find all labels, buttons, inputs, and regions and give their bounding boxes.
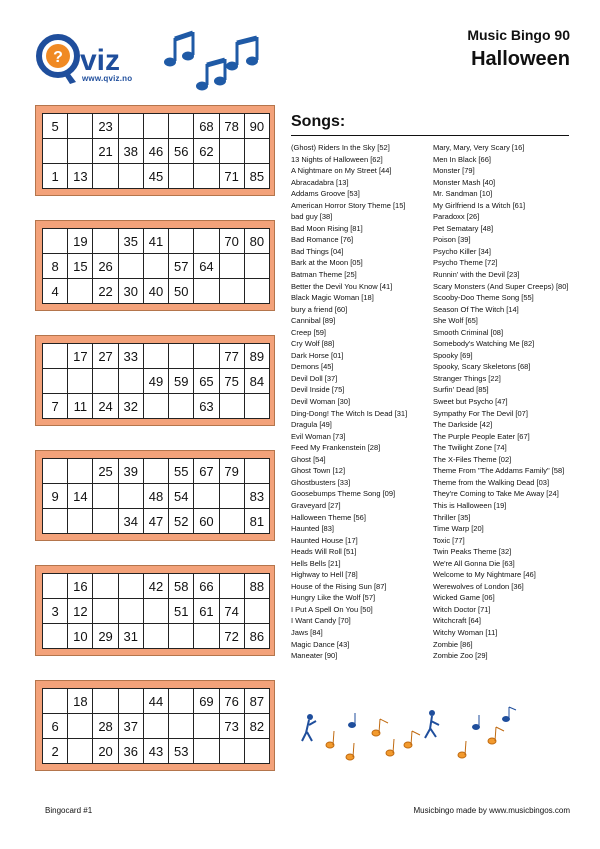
bingo-cell xyxy=(68,739,93,764)
bingo-cell: 70 xyxy=(219,229,244,254)
song-item: Paradoxx [26] xyxy=(433,212,480,222)
song-item: Evil Woman [73] xyxy=(291,431,346,441)
bingo-cell xyxy=(118,599,143,624)
bingo-cell xyxy=(93,229,118,254)
song-item: Cry Wolf [88] xyxy=(291,339,335,349)
bingo-cell xyxy=(219,739,244,764)
music-notes-icon xyxy=(160,28,270,98)
bingo-cell xyxy=(68,369,93,394)
bingo-cell xyxy=(244,139,269,164)
song-item: Graveyard [27] xyxy=(291,500,341,510)
song-item: Toxic [77] xyxy=(433,535,465,545)
bingo-cell: 36 xyxy=(118,739,143,764)
bingo-row xyxy=(43,279,270,304)
song-item: Welcome to My Nightmare [46] xyxy=(433,570,536,580)
bingo-cell: 82 xyxy=(244,714,269,739)
bingo-cell: 31 xyxy=(118,624,143,649)
bingo-cell: 79 xyxy=(219,459,244,484)
bingo-cell: 28 xyxy=(93,714,118,739)
song-item: Ghostbusters [33] xyxy=(291,477,351,487)
bingo-cell: 33 xyxy=(118,344,143,369)
song-item: Devil Woman [30] xyxy=(291,397,351,407)
song-item: Theme from the Walking Dead [03] xyxy=(433,477,550,487)
logo-url: www.qviz.no xyxy=(82,74,133,83)
song-item: Zombie Zoo [29] xyxy=(433,651,488,661)
song-item: Ghost [54] xyxy=(291,454,326,464)
qviz-logo-graphic xyxy=(36,30,146,98)
bingo-cell: 59 xyxy=(169,369,194,394)
song-item: Poison [39] xyxy=(433,235,471,245)
bingo-cell: 20 xyxy=(93,739,118,764)
bingo-cell xyxy=(118,574,143,599)
song-item: Ding-Dong! The Witch Is Dead [31] xyxy=(291,408,408,418)
bingo-card xyxy=(35,220,275,311)
song-item: Haunted [83] xyxy=(291,524,334,534)
bingo-cell: 45 xyxy=(143,164,168,189)
bingo-cell xyxy=(43,689,68,714)
song-item: Bad Romance [76] xyxy=(291,235,354,245)
bingo-cell: 21 xyxy=(93,139,118,164)
bingo-cell xyxy=(194,229,219,254)
bingo-cell xyxy=(194,624,219,649)
bingo-cell xyxy=(244,254,269,279)
bingo-cell: 61 xyxy=(194,599,219,624)
bingo-row xyxy=(43,164,270,189)
bingo-cell: 88 xyxy=(244,574,269,599)
song-item: Devil Inside [75] xyxy=(291,385,345,395)
song-item: 13 Nights of Halloween [62] xyxy=(291,154,383,164)
song-item: Zombie [86] xyxy=(433,639,473,649)
bingo-cell xyxy=(68,279,93,304)
bingo-cell xyxy=(68,114,93,139)
bingo-cell xyxy=(118,689,143,714)
bingo-cell xyxy=(219,254,244,279)
song-item: Season Of The Witch [14] xyxy=(433,304,519,314)
bingo-cell xyxy=(169,344,194,369)
bingo-cell xyxy=(118,484,143,509)
bingo-cell xyxy=(118,164,143,189)
bingo-cell: 10 xyxy=(68,624,93,649)
bingo-cell xyxy=(194,739,219,764)
bingo-cell: 60 xyxy=(194,509,219,534)
bingo-cell xyxy=(118,369,143,394)
bingo-cell: 40 xyxy=(143,279,168,304)
bingo-card xyxy=(35,335,275,426)
bingo-row xyxy=(43,459,270,484)
bingo-cell: 90 xyxy=(244,114,269,139)
bingo-cell: 19 xyxy=(68,229,93,254)
bingo-cell: 53 xyxy=(169,739,194,764)
bingo-cell: 86 xyxy=(244,624,269,649)
bingo-cell xyxy=(194,279,219,304)
bingo-cell xyxy=(93,369,118,394)
bingo-cell xyxy=(169,164,194,189)
bingo-cell: 47 xyxy=(143,509,168,534)
bingo-cell xyxy=(93,509,118,534)
song-item: Time Warp [20] xyxy=(433,524,484,534)
song-item: Runnin' with the Devil [23] xyxy=(433,270,520,280)
song-item: Spooky, Scary Skeletons [68] xyxy=(433,362,531,372)
song-item: Scooby-Doo Theme Song [55] xyxy=(433,293,534,303)
bingo-cell: 7 xyxy=(43,394,68,419)
bingo-cell: 71 xyxy=(219,164,244,189)
song-item: Creep [59] xyxy=(291,327,327,337)
bingo-cell: 34 xyxy=(118,509,143,534)
credit-text: Musicbingo made by www.musicbingos.com xyxy=(413,806,570,815)
bingo-cell: 5 xyxy=(43,114,68,139)
bingo-cell xyxy=(244,459,269,484)
bingo-cell xyxy=(43,574,68,599)
song-item: Stranger Things [22] xyxy=(433,373,501,383)
bingo-cell: 1 xyxy=(43,164,68,189)
song-item: I Put A Spell On You [50] xyxy=(291,604,373,614)
song-item: Goosebumps Theme Song [09] xyxy=(291,489,396,499)
bingo-cell xyxy=(43,139,68,164)
bingo-cell: 51 xyxy=(169,599,194,624)
song-item: bad guy [38] xyxy=(291,212,333,222)
bingo-cell xyxy=(244,394,269,419)
song-item: Hells Bells [21] xyxy=(291,558,341,568)
bingo-row xyxy=(43,714,270,739)
song-item: The X-Files Theme [02] xyxy=(433,454,512,464)
song-item: Highway to Hell [78] xyxy=(291,570,358,580)
song-item: Magic Dance [43] xyxy=(291,639,350,649)
bingo-cell xyxy=(219,279,244,304)
bingo-cell xyxy=(219,394,244,419)
bingo-cell xyxy=(43,229,68,254)
bingo-cell: 30 xyxy=(118,279,143,304)
bingo-cell: 13 xyxy=(68,164,93,189)
bingo-cell: 42 xyxy=(143,574,168,599)
song-item: They're Coming to Take Me Away [24] xyxy=(433,489,559,499)
bingo-cell xyxy=(68,459,93,484)
bingo-cell: 84 xyxy=(244,369,269,394)
bingo-cell xyxy=(194,484,219,509)
song-item: Witchy Woman [11] xyxy=(433,627,498,637)
bingo-cell xyxy=(169,229,194,254)
bingo-cell: 54 xyxy=(169,484,194,509)
bingo-cell: 25 xyxy=(93,459,118,484)
song-item: Wicked Game [06] xyxy=(433,593,495,603)
bingo-cell: 65 xyxy=(194,369,219,394)
bingo-cell: 9 xyxy=(43,484,68,509)
song-item: House of the Rising Sun [87] xyxy=(291,581,387,591)
bingo-cell xyxy=(143,599,168,624)
bingo-row xyxy=(43,229,270,254)
bingo-cell: 6 xyxy=(43,714,68,739)
bingo-cell xyxy=(43,369,68,394)
bingo-cell: 22 xyxy=(93,279,118,304)
song-item: Mr. Sandman [10] xyxy=(433,189,493,199)
song-item: Batman Theme [25] xyxy=(291,270,357,280)
bingo-row xyxy=(43,689,270,714)
song-item: Feed My Frankenstein [28] xyxy=(291,443,381,453)
bingo-cell xyxy=(93,599,118,624)
song-item: Men In Black [66] xyxy=(433,154,491,164)
bingo-card xyxy=(35,105,275,196)
bingo-cell xyxy=(244,599,269,624)
bingo-row xyxy=(43,574,270,599)
bingo-cell: 66 xyxy=(194,574,219,599)
song-item: Heads Will Roll [51] xyxy=(291,547,357,557)
bingo-cell: 81 xyxy=(244,509,269,534)
bingo-cell xyxy=(194,164,219,189)
bingo-cell: 55 xyxy=(169,459,194,484)
song-item: (Ghost) Riders In the Sky [52] xyxy=(291,143,390,152)
bingo-card xyxy=(35,450,275,541)
bingo-cell: 15 xyxy=(68,254,93,279)
song-item: Psycho Killer [34] xyxy=(433,246,491,256)
bingo-cell xyxy=(93,164,118,189)
bingo-cell xyxy=(118,114,143,139)
song-item: Psycho Theme [72] xyxy=(433,258,498,268)
song-item: Bark at the Moon [05] xyxy=(291,258,363,268)
song-item: Witchcraft [64] xyxy=(433,616,481,626)
song-item: This is Halloween [19] xyxy=(433,500,507,510)
song-item: I Want Candy [70] xyxy=(291,616,351,626)
bingo-cell: 64 xyxy=(194,254,219,279)
bingo-grid xyxy=(42,228,270,304)
song-item: My Girlfriend Is a Witch [61] xyxy=(433,200,526,210)
song-item: Witch Doctor [71] xyxy=(433,604,491,614)
bingo-cell: 8 xyxy=(43,254,68,279)
bingo-cell: 12 xyxy=(68,599,93,624)
bingo-cell: 18 xyxy=(68,689,93,714)
song-item: Spooky [69] xyxy=(433,350,473,360)
bingo-cell xyxy=(93,689,118,714)
bingo-cell: 50 xyxy=(169,279,194,304)
bingo-cell xyxy=(194,344,219,369)
bingo-cell xyxy=(68,509,93,534)
bingo-cell xyxy=(143,394,168,419)
song-item: Werewolves of London [36] xyxy=(433,581,524,591)
song-item: Bad Things [04] xyxy=(291,246,344,256)
bingo-cell xyxy=(169,394,194,419)
bingo-row xyxy=(43,599,270,624)
bingo-cell: 89 xyxy=(244,344,269,369)
song-item: Halloween Theme [56] xyxy=(291,512,366,522)
song-item: Better the Devil You Know [41] xyxy=(291,281,393,291)
bingo-cell: 43 xyxy=(143,739,168,764)
bingo-cell: 4 xyxy=(43,279,68,304)
song-item: Dragula [49] xyxy=(291,420,332,430)
bingo-cell: 46 xyxy=(143,139,168,164)
bingo-grid xyxy=(42,113,270,189)
bingo-cell: 37 xyxy=(118,714,143,739)
bingo-cell xyxy=(68,714,93,739)
bingo-theme: Halloween xyxy=(471,48,570,70)
bingo-row xyxy=(43,369,270,394)
bingo-cell: 57 xyxy=(169,254,194,279)
bingo-row xyxy=(43,344,270,369)
bingo-cell: 3 xyxy=(43,599,68,624)
bingo-cell: 77 xyxy=(219,344,244,369)
songs-divider xyxy=(291,135,569,136)
bingo-cell: 14 xyxy=(68,484,93,509)
song-item: She Wolf [65] xyxy=(433,316,478,326)
bingo-cell xyxy=(143,114,168,139)
bingo-cell: 73 xyxy=(219,714,244,739)
bingo-cell: 26 xyxy=(93,254,118,279)
bingo-cell: 69 xyxy=(194,689,219,714)
bingo-cell xyxy=(219,484,244,509)
bingo-cell: 63 xyxy=(194,394,219,419)
bingo-cell xyxy=(219,574,244,599)
bingo-cell xyxy=(43,624,68,649)
songs-column-2 xyxy=(433,142,568,662)
song-item: The Purple People Eater [67] xyxy=(433,431,530,441)
song-item: Monster [79] xyxy=(433,166,475,176)
bingo-title: Music Bingo 90 xyxy=(467,27,570,43)
bingo-card xyxy=(35,565,275,656)
bingo-cell: 41 xyxy=(143,229,168,254)
svg-text:viz: viz xyxy=(80,44,121,77)
bingo-grid xyxy=(42,688,270,764)
bingo-cell: 44 xyxy=(143,689,168,714)
bingo-cell xyxy=(43,344,68,369)
song-item: Jaws [84] xyxy=(291,627,323,637)
song-item: Scary Monsters (And Super Creeps) [80] xyxy=(433,281,569,291)
bingo-cell: 2 xyxy=(43,739,68,764)
songs-column-1 xyxy=(291,142,407,662)
bingo-cell xyxy=(143,624,168,649)
bingo-cell: 75 xyxy=(219,369,244,394)
song-item: The Twilight Zone [74] xyxy=(433,443,507,453)
bingo-cell: 32 xyxy=(118,394,143,419)
bingo-cell xyxy=(169,714,194,739)
song-item: bury a friend [60] xyxy=(291,304,348,314)
bingo-cell: 78 xyxy=(219,114,244,139)
bingo-cell xyxy=(169,624,194,649)
song-item: Maneater [90] xyxy=(291,651,338,661)
bingo-cell xyxy=(143,254,168,279)
song-item: Cannibal [89] xyxy=(291,316,336,326)
bingo-cell: 72 xyxy=(219,624,244,649)
bingo-cell: 16 xyxy=(68,574,93,599)
bingo-cell xyxy=(169,689,194,714)
bingo-cell xyxy=(118,254,143,279)
song-item: Sweet but Psycho [47] xyxy=(433,397,508,407)
bingo-cell: 38 xyxy=(118,139,143,164)
bingo-cell xyxy=(93,574,118,599)
bingo-cell xyxy=(143,714,168,739)
bingo-cell: 23 xyxy=(93,114,118,139)
bingo-grid xyxy=(42,458,270,534)
bingo-cell xyxy=(194,714,219,739)
bingo-cell: 29 xyxy=(93,624,118,649)
song-item: Hungry Like the Wolf [57] xyxy=(291,593,376,603)
song-item: Twin Peaks Theme [32] xyxy=(433,547,512,557)
song-item: Haunted House [17] xyxy=(291,535,358,545)
song-item: Dark Horse [01] xyxy=(291,350,344,360)
song-item: Mary, Mary, Very Scary [16] xyxy=(433,143,525,152)
bingo-cell: 48 xyxy=(143,484,168,509)
bingo-cell xyxy=(219,509,244,534)
song-item: Somebody's Watching Me [82] xyxy=(433,339,535,349)
bingo-row xyxy=(43,509,270,534)
bingo-cell: 83 xyxy=(244,484,269,509)
bingo-row xyxy=(43,114,270,139)
bingo-cell: 80 xyxy=(244,229,269,254)
bingo-cell: 17 xyxy=(68,344,93,369)
bingo-cell: 24 xyxy=(93,394,118,419)
bingo-cell xyxy=(143,344,168,369)
bingo-cell: 52 xyxy=(169,509,194,534)
bingo-cell xyxy=(43,509,68,534)
song-item: We're All Gonna Die [63] xyxy=(433,558,515,568)
song-item: Black Magic Woman [18] xyxy=(291,293,374,303)
bingo-cell xyxy=(244,739,269,764)
bingo-row xyxy=(43,394,270,419)
bingo-cell: 35 xyxy=(118,229,143,254)
song-item: Demons [45] xyxy=(291,362,334,372)
song-item: Abracadabra [13] xyxy=(291,177,349,187)
bingo-cell xyxy=(68,139,93,164)
bingo-cell: 76 xyxy=(219,689,244,714)
bingo-cell: 68 xyxy=(194,114,219,139)
bingo-cell: 85 xyxy=(244,164,269,189)
card-number: Bingocard #1 xyxy=(45,806,93,815)
song-item: American Horror Story Theme [15] xyxy=(291,200,406,210)
song-item: Bad Moon Rising [81] xyxy=(291,223,363,233)
bingo-cell: 39 xyxy=(118,459,143,484)
bingo-cell: 58 xyxy=(169,574,194,599)
bingo-cell: 56 xyxy=(169,139,194,164)
bingo-grid xyxy=(42,343,270,419)
bingo-row xyxy=(43,139,270,164)
song-item: Devil Doll [37] xyxy=(291,373,338,383)
bingo-row xyxy=(43,254,270,279)
song-item: A Nightmare on My Street [44] xyxy=(291,166,392,176)
bingo-cell: 11 xyxy=(68,394,93,419)
bingo-cell: 87 xyxy=(244,689,269,714)
bingo-cell xyxy=(244,279,269,304)
song-item: The Darkside [42] xyxy=(433,420,493,430)
qviz-logo xyxy=(36,30,146,98)
bingo-grid xyxy=(42,573,270,649)
bingo-row xyxy=(43,484,270,509)
song-item: Surfin' Dead [85] xyxy=(433,385,489,395)
bingo-row xyxy=(43,624,270,649)
song-item: Theme From "The Addams Family" [58] xyxy=(433,466,565,476)
song-item: Thriller [35] xyxy=(433,512,471,522)
bingo-cell: 74 xyxy=(219,599,244,624)
songs-heading: Songs: xyxy=(291,113,346,130)
bingo-cell xyxy=(93,484,118,509)
svg-text:?: ? xyxy=(53,49,63,66)
bingo-cell: 27 xyxy=(93,344,118,369)
bingo-cell: 67 xyxy=(194,459,219,484)
bingo-cell xyxy=(43,459,68,484)
bingo-row xyxy=(43,739,270,764)
bingo-cell xyxy=(169,114,194,139)
bingo-cell xyxy=(219,139,244,164)
bingo-cell xyxy=(143,459,168,484)
song-item: Sympathy For The Devil [07] xyxy=(433,408,528,418)
bingo-cell: 49 xyxy=(143,369,168,394)
song-item: Ghost Town [12] xyxy=(291,466,346,476)
dancing-notes-icon xyxy=(292,705,532,775)
song-item: Addams Groove [53] xyxy=(291,189,360,199)
bingo-card xyxy=(35,680,275,771)
song-item: Monster Mash [40] xyxy=(433,177,496,187)
bingo-cell: 62 xyxy=(194,139,219,164)
song-item: Smooth Criminal [08] xyxy=(433,327,504,337)
song-item: Pet Sematary [48] xyxy=(433,223,494,233)
